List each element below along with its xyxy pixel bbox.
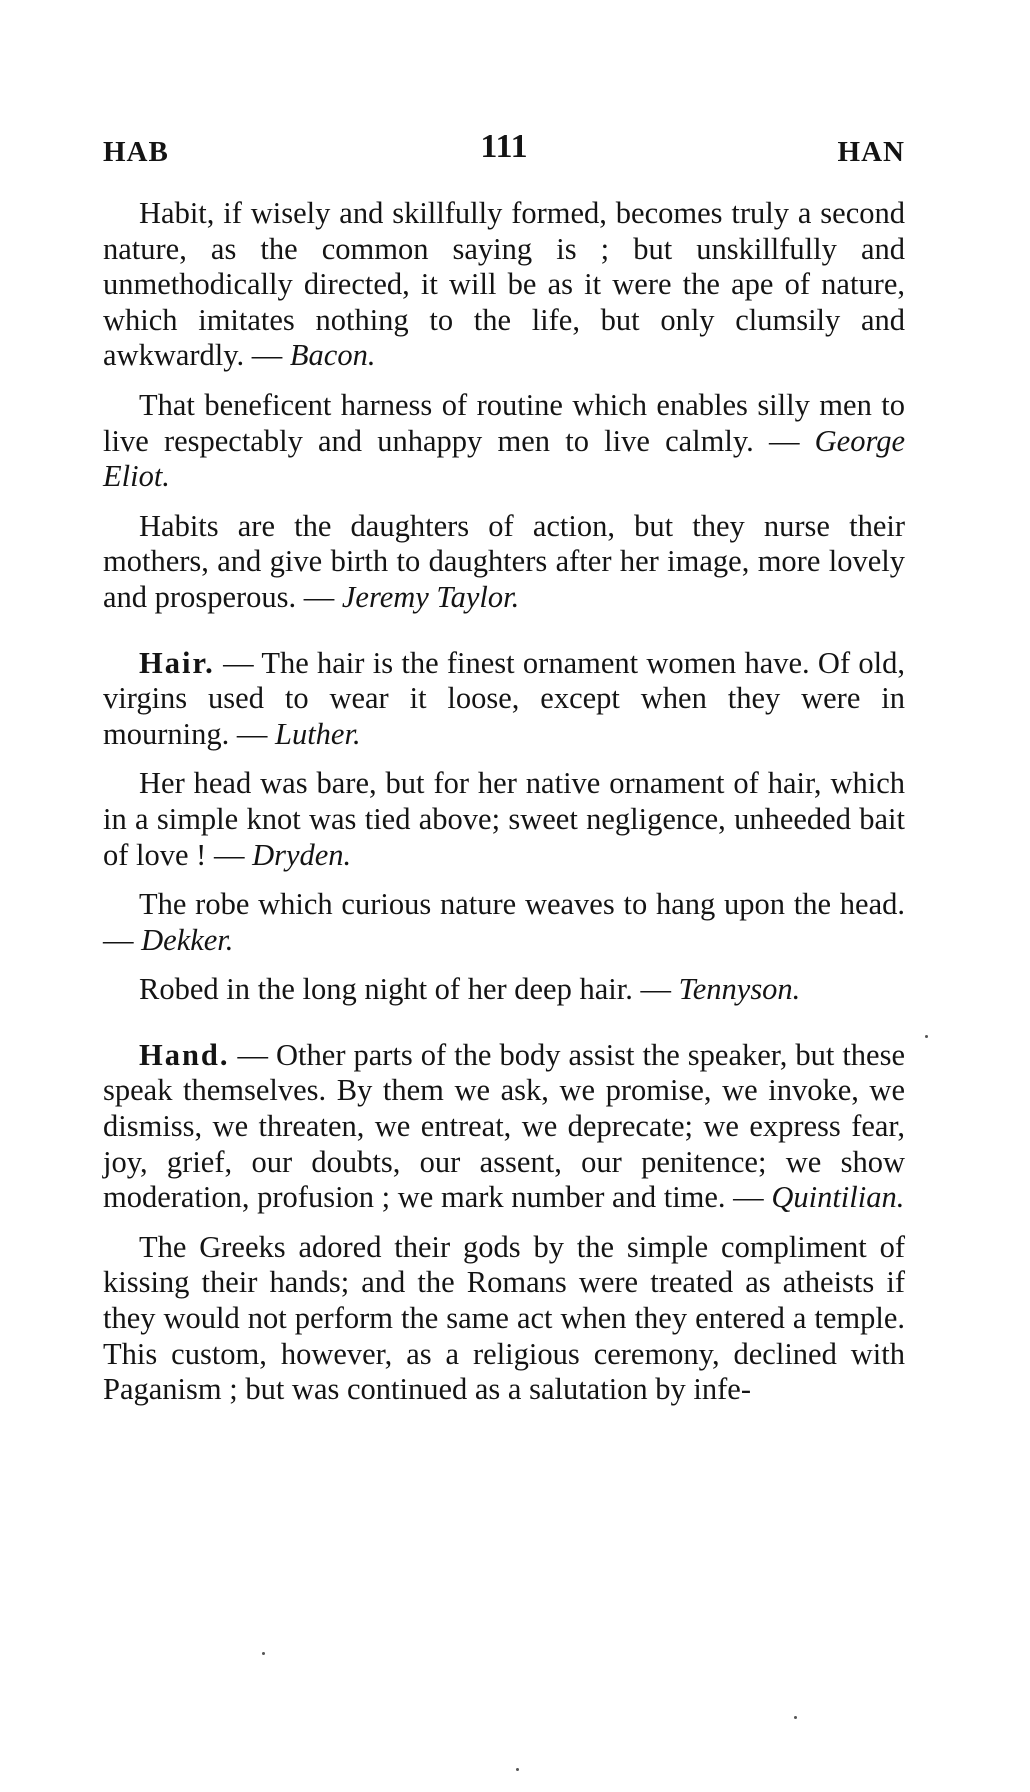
running-header: [103, 128, 905, 172]
paper-speck: [794, 1716, 797, 1719]
attribution: Bacon.: [289, 338, 376, 373]
attribution: George Eliot.: [103, 423, 905, 494]
paper-speck: [925, 1035, 928, 1038]
topic-heading-hair: Hair.: [139, 645, 215, 680]
header-right-guideword: HAN: [837, 136, 905, 168]
page-body: [103, 196, 905, 1422]
entry-hand: Hand. — Other parts of the body assist the speaker, but these speak themselves. By them we ask, we promise, we invoke, we dismiss, we threaten, we entreat, we deprecate; we express fear, joy, grief, our doubts, our assent, our penitence; we show moderation, profusion ; we mark number and time. — Quintilian.: [103, 1037, 905, 1215]
attribution: Luther.: [274, 716, 361, 751]
topic-heading-hand: Hand.: [139, 1037, 230, 1072]
paper-speck: [516, 1768, 519, 1771]
page-number: 111: [480, 128, 528, 165]
quotation-jeremy-taylor: Habits are the daughters of action, but they nurse their mothers, and give birth to daughters after her image, more lovely and prosperous. — Jeremy Taylor.: [103, 508, 905, 614]
quotation-dryden: Her head was bare, but for her native ornament of hair, which in a simple knot was tied above; sweet negligence, unheeded bait of love ! — Dryden.: [103, 766, 905, 872]
quotation-bacon: Habit, if wisely and skillfully formed, becomes truly a second nature, as the common saying is ; but unskillfully and unmethodically directed, it will be as it were the ape of nature, which imitates nothing to the life, but only clumsily and awkwardly. — Bacon.: [103, 196, 905, 373]
paper-speck: [262, 1652, 265, 1655]
quotation-dekker: The robe which curious nature weaves to hang upon the head. — Dekker.: [103, 887, 905, 957]
quotation-george-eliot: That beneficent harness of routine which enables silly men to live respectably and unhappy men to live calmly. — George Eliot.: [103, 387, 905, 494]
attribution: Dekker.: [141, 922, 234, 957]
header-left-guideword: HAB: [103, 136, 169, 168]
attribution: Tennyson.: [678, 972, 801, 1007]
quotation-tennyson: Robed in the long night of her deep hair. — Tennyson.: [139, 972, 801, 1007]
attribution: Jeremy Taylor.: [341, 579, 520, 614]
attribution: Dryden.: [252, 837, 352, 872]
entry-hair: Hair. — The hair is the finest ornament women have. Of old, virgins used to wear it loose, except when they were in mourning. — Luther.: [103, 645, 905, 751]
attribution: Quintilian.: [771, 1180, 905, 1215]
quotation-greeks: The Greeks adored their gods by the simple compliment of kissing their hands; and the Romans were treated as atheists if they would not perform the same act when they entered a temple. This custom, however, as a religious ceremony, declined with Paganism ; but was continued as a salutation by infe-: [103, 1229, 905, 1407]
